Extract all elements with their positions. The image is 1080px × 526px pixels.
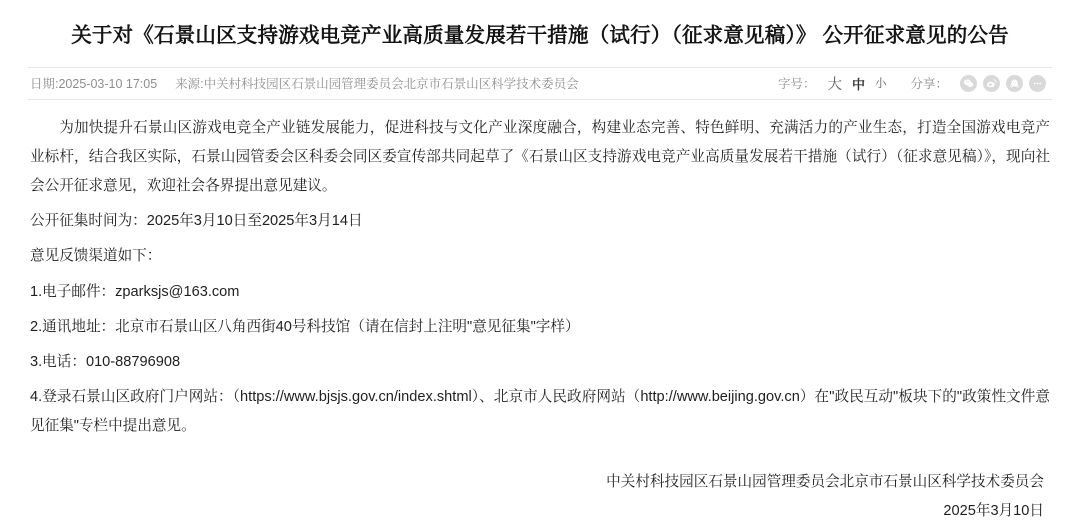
publish-source: 来源:中关村科技园区石景山园管理委员会北京市石景山区科学技术委员会 [175, 77, 579, 92]
collection-period: 公开征集时间为：2025年3月10日至2025年3月14日 [30, 213, 363, 230]
qq-icon[interactable] [1006, 75, 1023, 92]
publish-date: 日期:2025-03-10 17:05 [30, 77, 158, 92]
fontsize-medium-button[interactable]: 中 [851, 76, 865, 92]
signature-date: 2025年3月10日 [943, 502, 1044, 519]
meta-left-group [30, 74, 778, 92]
document-body [28, 100, 1052, 526]
channel-mail-address: 2.通讯地址：北京市石景山区八角西街40号科技馆（请在信封上注明"意见征集"字样） [30, 318, 580, 335]
signature-organization: 中关村科技园区石景山园管理委员会北京市石景山区科学技术委员会 [606, 473, 1044, 490]
meta-right-group [778, 73, 1046, 94]
share-icon-group [960, 75, 1046, 92]
fontsize-small-button[interactable]: 小 [874, 78, 887, 91]
channel-website: 4.登录石景山区政府门户网站：（https://www.bjsjs.gov.cn/index.shtml）、北京市人民政府网站（http://www.beijing.gov.cn）在"政民互动"板块下的"政策性文件意见征集"专栏中提出意见。 [30, 389, 1050, 435]
meta-bar [28, 67, 1052, 100]
channel-email: 1.电子邮件：zparksjs@163.com [30, 283, 240, 300]
channel-phone: 3.电话：010-88796908 [30, 354, 181, 370]
more-share-icon[interactable] [1029, 75, 1046, 92]
feedback-channels-heading: 意见反馈渠道如下： [30, 248, 162, 265]
fontsize-label: 字号： [777, 77, 816, 92]
wechat-icon[interactable] [960, 75, 977, 92]
body-paragraph: 为加快提升石景山区游戏电竞全产业链发展能力，促进科技与文化产业深度融合，构建业态完善、特色鲜明、充满活力的产业生态，打造全国游戏电竞产业标杆，结合我区实际，石景山园管委会区科委会同区委宣传部共同起草了《石景山区支持游戏电竞产业高质量发展若干措施（试行）（征求意见稿）》，现向社会公开征求意见，欢迎社会各界提出意见建议。 [30, 119, 1050, 195]
fontsize-large-button[interactable]: 大 [827, 76, 842, 93]
weibo-icon[interactable] [983, 75, 1000, 92]
share-label: 分享： [910, 77, 948, 92]
page-title: 关于对《石景山区支持游戏电竞产业高质量发展若干措施（试行）（征求意见稿）》 公开征求意见的公告 [71, 24, 1009, 47]
